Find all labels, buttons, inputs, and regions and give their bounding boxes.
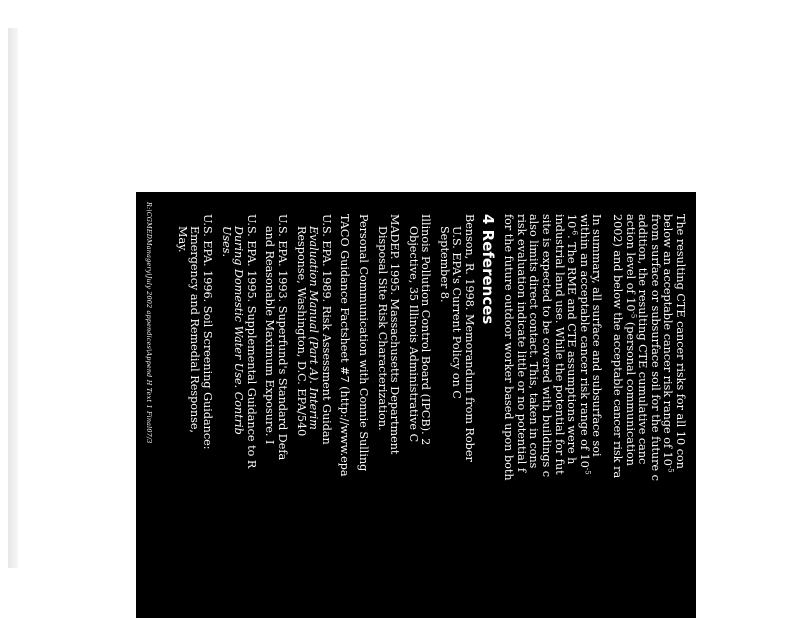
- reference-item: U.S. EPA. 1996. Soil Screening Guidance: Emergency and Remedial Response, May.: [175, 214, 214, 450]
- reference-item: Benson, R. 1998. Memorandum from Rober U.S. EPA's Current Policy on C September 8.: [437, 214, 477, 462]
- page-text-block: [136, 192, 696, 618]
- bleed-through-mark: [300, 55, 312, 95]
- scan-edge-shadow: [8, 28, 18, 568]
- references-heading: 4 References: [478, 214, 497, 325]
- paragraph-summary: In summary, all surface and subsurface soi within an acceptable cancer risk range of $10^{-5}$ $10^{-6}$. The RME and CTE assumptions were h industrial land use. While the potential for fut site is expected to be covered with buildings c also limits direct contact. This, taken in cons risk evaluation indicate little or no potential f for the future outdoor worker based upon both: [502, 214, 604, 481]
- reference-item: Illinois Pollution Control Board (IPCB). 2 Objective, 35 Illinois Administrative C: [406, 214, 433, 446]
- reference-item: TACO Guidance Factsheet #7 (http://www.epa: [338, 214, 352, 477]
- reference-item: U.S. EPA. 1993. Superfund's Standard Defa and Reasonable Maximum Exposure. I: [263, 214, 289, 461]
- rotated-document-page: [136, 192, 696, 618]
- file-path-footer: R:\CGMEDManagery\July 2002 appendices\Append H Text 1 Final07/3: [144, 202, 153, 444]
- reference-item: Personal Communication with Connie Sulling: [356, 214, 370, 472]
- paragraph-cte-risks: The resulting CTE cancer risks for all 10 con below an acceptable cancer risk range of $10^{-5}$ from surface or subsurface soil for the future c addition, the resulting CTE cumulative canc action level of $10^{-5}$ (personal communication 2002) and below the acceptable cancer risk ra: [611, 214, 687, 481]
- reference-item: MADEP. 1995. Massachusetts Department Disposal Site Risk Characterization.: [375, 214, 402, 455]
- reference-item: U.S. EPA. 1995. Supplemental Guidance to R During Domestic Water Use. Contrib Uses.: [219, 214, 258, 469]
- reference-item: U.S. EPA. 1989. Risk Assessment Guidan Evaluation Manual (Part A). Interim Response, Washington, D.C. EPA/540: [294, 214, 333, 445]
